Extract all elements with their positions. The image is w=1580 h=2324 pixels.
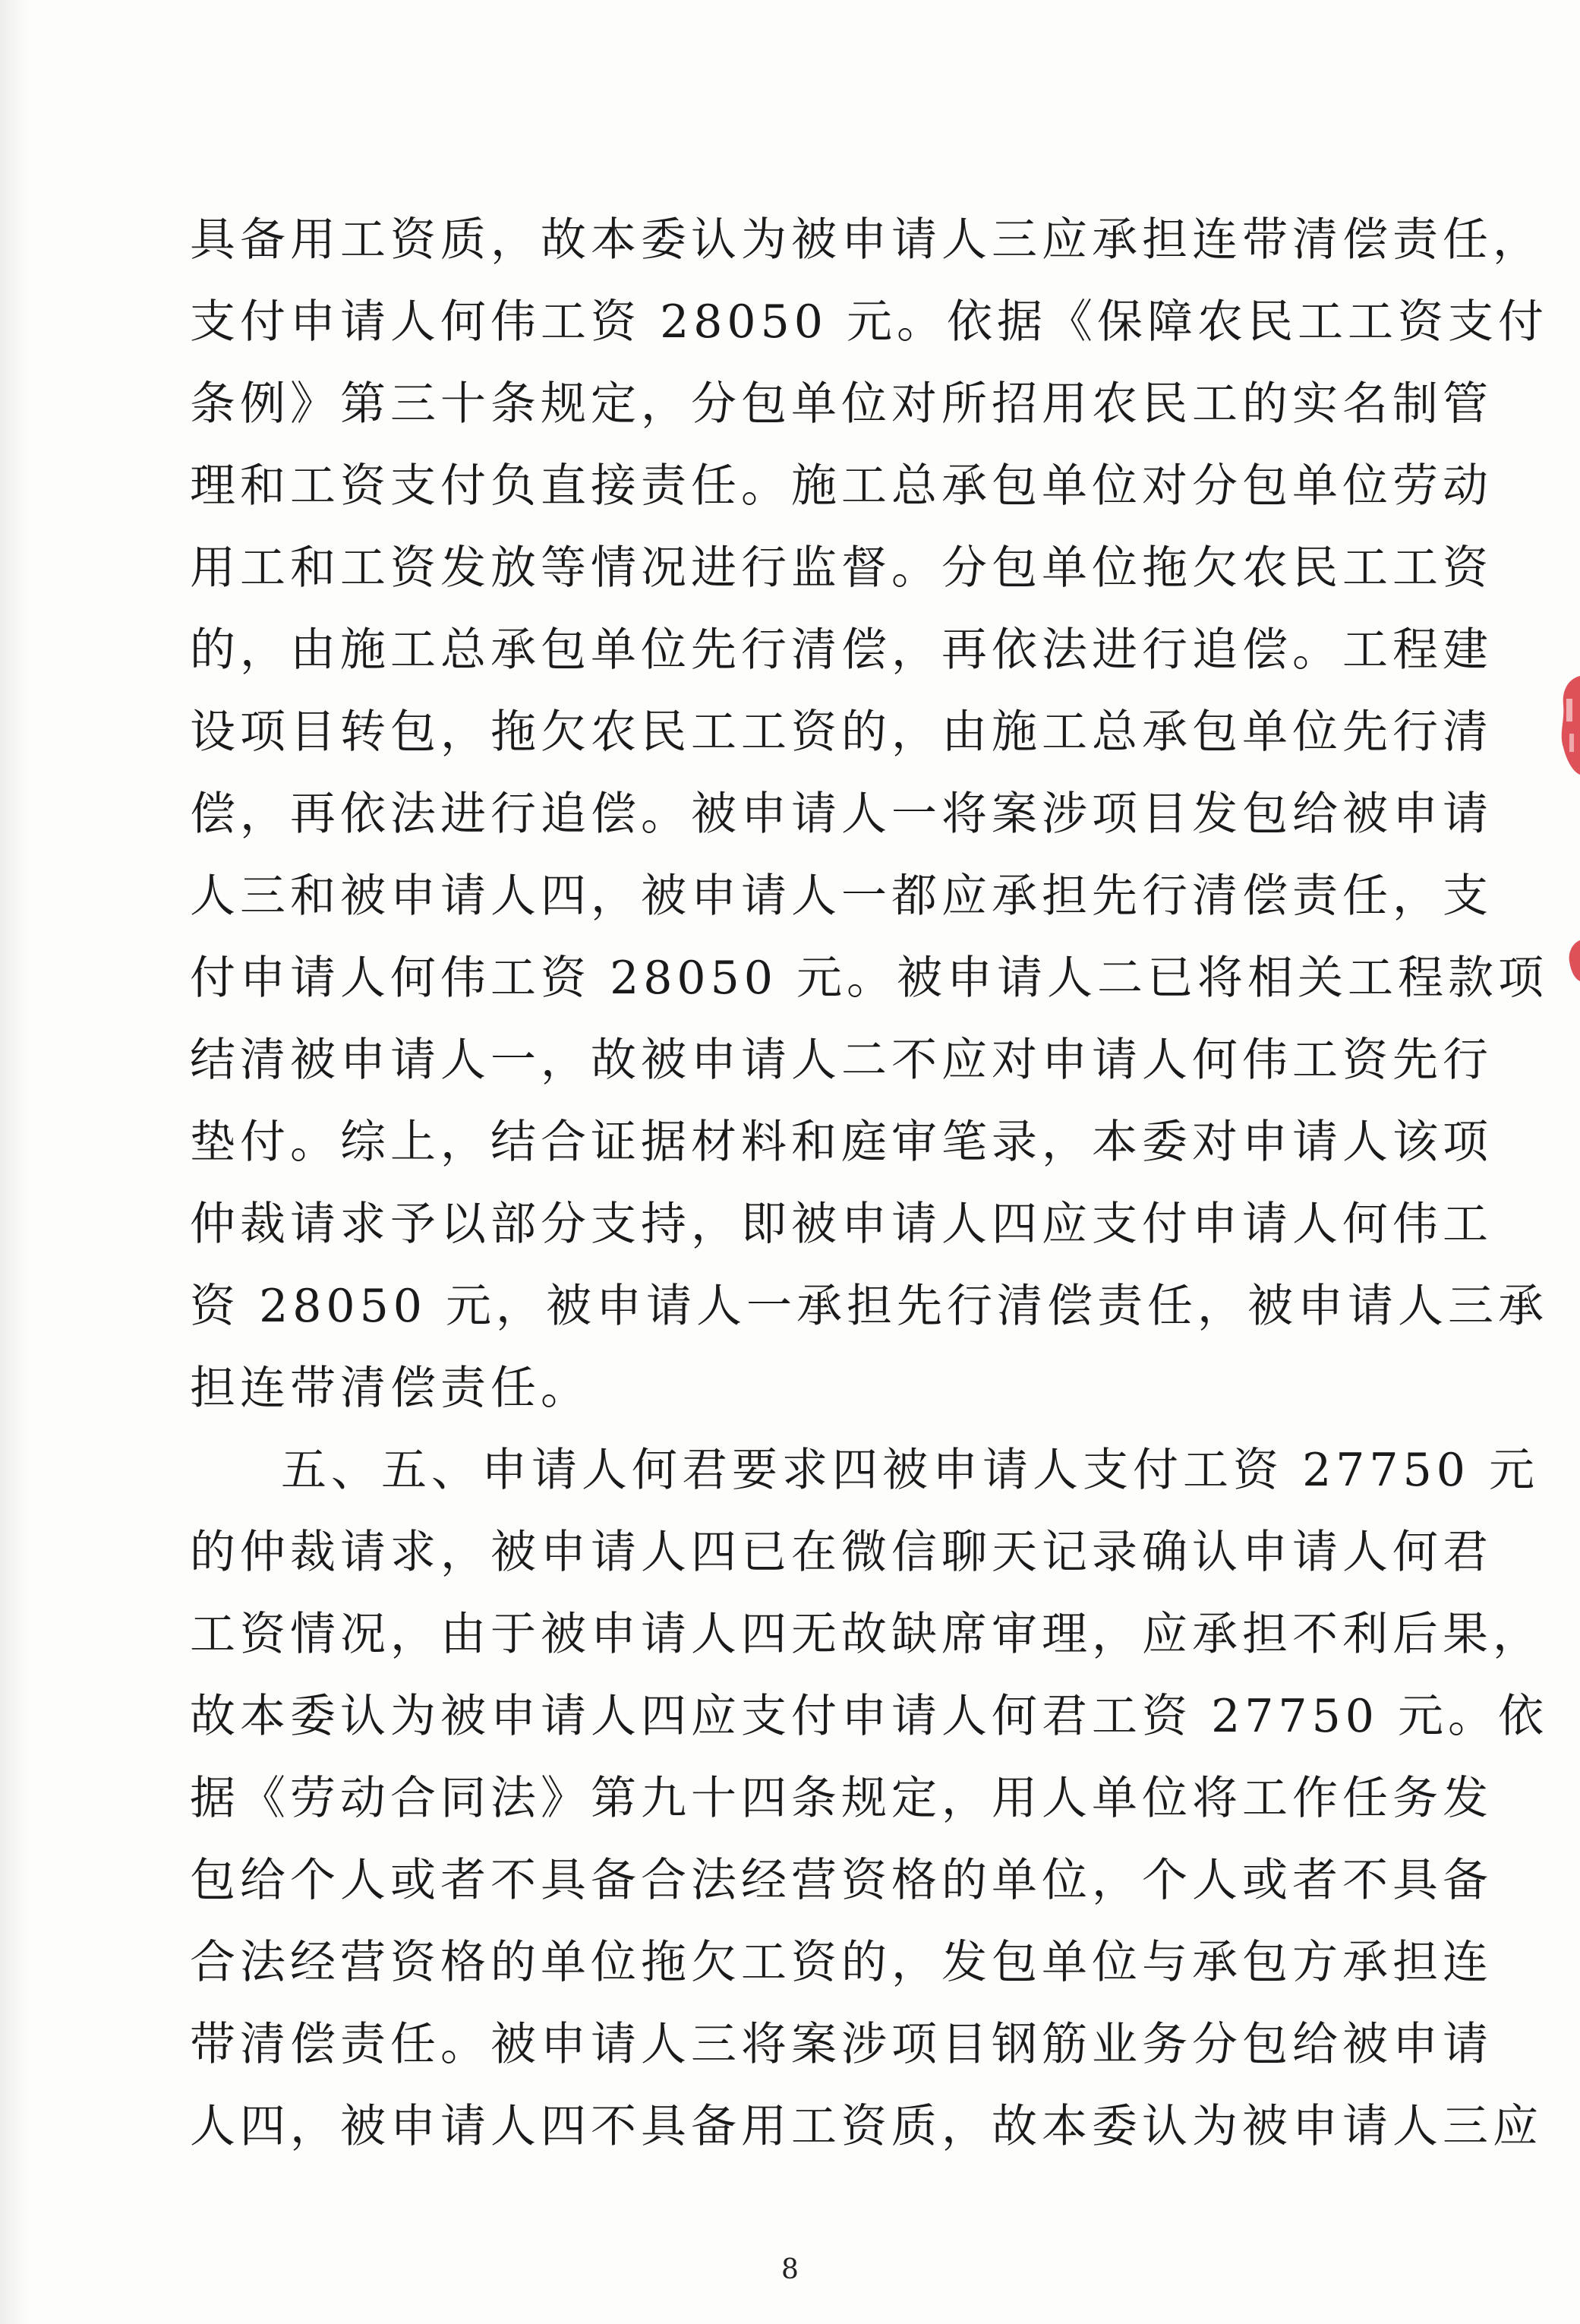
seal-fragment-lower — [1553, 934, 1580, 987]
text-line-1: 具备用工资质，故本委认为被申请人三应承担连带清偿责任， — [190, 213, 1543, 267]
text-line-13: 仲裁请求予以部分支持，即被申请人四应支付申请人何伟工 — [190, 1198, 1493, 1251]
text-line-10: 付申请人何伟工资 28050 元。被申请人二已将相关工程款项 — [190, 952, 1549, 1005]
text-line-24: 人四，被申请人四不具备用工资质，故本委认为被申请人三应 — [190, 2100, 1543, 2153]
text-line-15: 担连带清偿责任。 — [190, 1362, 591, 1415]
body-text — [190, 199, 1549, 2168]
scan-shadow — [0, 0, 30, 2324]
text-line-9: 人三和被申请人四，被申请人一都应承担先行清偿责任，支 — [190, 870, 1493, 923]
text-line-20: 据《劳动合同法》第九十四条规定，用人单位将工作任务发 — [190, 1772, 1493, 1825]
text-line-4: 理和工资支付负直接责任。施工总承包单位对分包单位劳动 — [190, 459, 1493, 513]
text-line-6: 的，由施工总承包单位先行清偿，再依法进行追偿。工程建 — [190, 624, 1493, 677]
text-line-21: 包给个人或者不具备合法经营资格的单位，个人或者不具备 — [190, 1854, 1493, 1907]
text-line-11: 结清被申请人一，故被申请人二不应对申请人何伟工资先行 — [190, 1034, 1493, 1087]
text-line-23: 带清偿责任。被申请人三将案涉项目钢筋业务分包给被申请 — [190, 2018, 1493, 2071]
text-line-5: 用工和工资发放等情况进行监督。分包单位拖欠农民工工资 — [190, 542, 1493, 595]
text-line-8: 偿，再依法进行追偿。被申请人一将案涉项目发包给被申请 — [190, 788, 1493, 841]
text-line-22: 合法经营资格的单位拖欠工资的，发包单位与承包方承担连 — [190, 1936, 1493, 1989]
text-line-19: 故本委认为被申请人四应支付申请人何君工资 27750 元。依 — [190, 1690, 1549, 1743]
text-line-2: 支付申请人何伟工资 28050 元。依据《保障农民工工资支付 — [190, 295, 1549, 349]
text-line-14: 资 28050 元，被申请人一承担先行清偿责任，被申请人三承 — [190, 1280, 1549, 1333]
page-number: 8 — [781, 2254, 799, 2285]
text-line-12: 垫付。综上，结合证据材料和庭审笔录，本委对申请人该项 — [190, 1116, 1493, 1169]
text-line-17: 的仲裁请求，被申请人四已在微信聊天记录确认申请人何君 — [190, 1526, 1493, 1579]
text-line-18: 工资情况，由于被申请人四无故缺席审理，应承担不利后果， — [190, 1608, 1543, 1661]
text-line-16: 五、五、申请人何君要求四被申请人支付工资 27750 元 — [281, 1444, 1540, 1497]
seal-fragment-upper — [1553, 668, 1580, 782]
text-line-3: 条例》第三十条规定，分包单位对所招用农民工的实名制管 — [190, 377, 1493, 431]
text-line-7: 设项目转包，拖欠农民工工资的，由施工总承包单位先行清 — [190, 706, 1493, 759]
